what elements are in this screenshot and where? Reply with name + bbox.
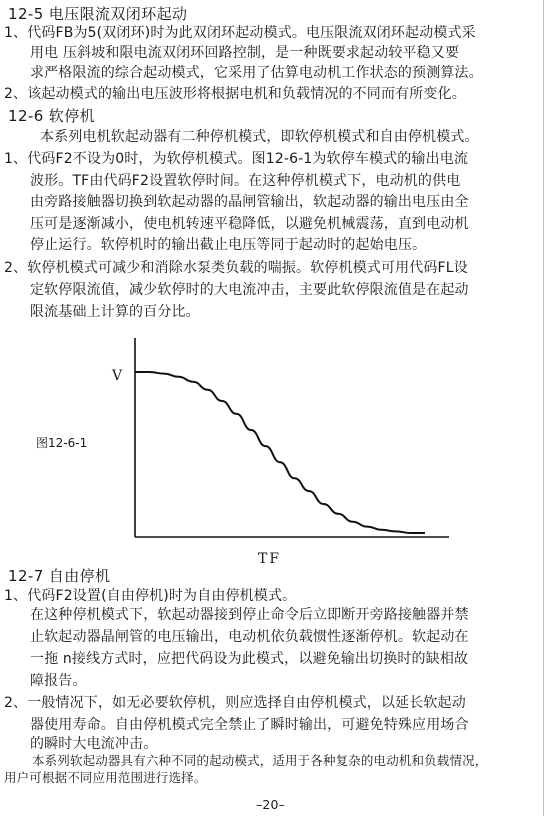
s127-line-5: 障报告。: [30, 673, 87, 689]
s125-line-2: 用电 压斜坡和限电流双闭环回路控制，是一种既要求起动较平稳又要: [30, 45, 460, 61]
s127-line-3: 止软起动器晶闸管的电压输出，电动机依负载惯性逐渐停机。软起动在: [30, 629, 469, 645]
s126-line-4: 压可是逐渐减小，使电机转速平稳降低，以避免机械震荡，直到电动机: [30, 216, 469, 232]
s127-line-7: 器使用寿命。自由停机模式完全禁止了瞬时输出，可避免特殊应用场合: [30, 717, 469, 733]
s127-line-4: 一拖 n接线方式时，应把代码设为此模式，以避免输出切换时的缺相故: [30, 651, 469, 667]
s125-line-3: 求严格限流的综合起动模式，它采用了估算电动机工作状态的预测算法。: [30, 65, 483, 81]
s126-line-1: 1、代码F2不设为0时，为软停机模式。图12-6-1为软停车模式的输出电流: [4, 151, 469, 167]
s126-line-3: 由旁路接触器切换到软起动器的晶闸管输出，软起动器的输出电压由全: [30, 194, 469, 210]
section-12-6-title: 12-6 软停机: [8, 107, 96, 125]
s126-line-7: 定软停限流值，减少软停时的大电流冲击，主要此软停限流值是在起动: [30, 282, 469, 298]
section-12-5-title: 12-5 电压限流双闭环起动: [8, 5, 188, 23]
note-line-2: 用户可根据不同应用范围进行选择。: [4, 770, 207, 785]
figure-y-axis-label: V: [112, 368, 125, 384]
page-number: –20–: [256, 797, 286, 812]
s127-line-1: 1、代码F2设置(自由停机)时为自由停机模式。: [4, 588, 297, 604]
s127-line-2: 在这种停机模式下，软起动器接到停止命令后立即断开旁路接触器并禁: [30, 607, 469, 623]
s126-intro: 本系列电机软起动器有二种停机模式，即软停机模式和自由停机模式。: [40, 129, 479, 145]
soft-stop-voltage-chart: [125, 330, 455, 545]
page-edge-line: [543, 0, 544, 816]
note-line-1: 本系列软起动器具有六种不同的起动模式，适用于各种复杂的电动机和负载情况，: [32, 753, 488, 768]
s126-line-5: 停止运行。软停机时的输出截止电压等同于起动时的起始电压。: [30, 237, 427, 253]
voltage-decay-curve: [135, 372, 425, 533]
s126-line-6: 2、软停机模式可减少和消除水泵类负载的喘振。软停机模式可用代码FL设: [4, 260, 468, 276]
figure-x-axis-label: TF: [258, 551, 282, 567]
s125-line-4: 2、该起动模式的输出电压波形将根据电机和负载情况的不同而有所变化。: [4, 86, 466, 102]
s127-line-6: 2、一般情况下，如无必要软停机，则应选择自由停机模式，以延长软起动: [4, 695, 466, 711]
figure-caption: 图12-6-1: [36, 436, 88, 450]
s125-line-1: 1、代码FB为5(双闭环)时为此双闭环起动模式。电压限流双闭环起动模式采: [4, 25, 476, 41]
s126-line-2: 波形。TF由代码F2设置软停时间。在这种停机模式下，电动机的供电: [30, 173, 461, 189]
s127-line-8: 的瞬时大电流冲击。: [30, 736, 158, 752]
section-12-7-title: 12-7 自由停机: [8, 567, 111, 585]
s126-line-8: 限流基础上计算的百分比。: [30, 304, 200, 320]
